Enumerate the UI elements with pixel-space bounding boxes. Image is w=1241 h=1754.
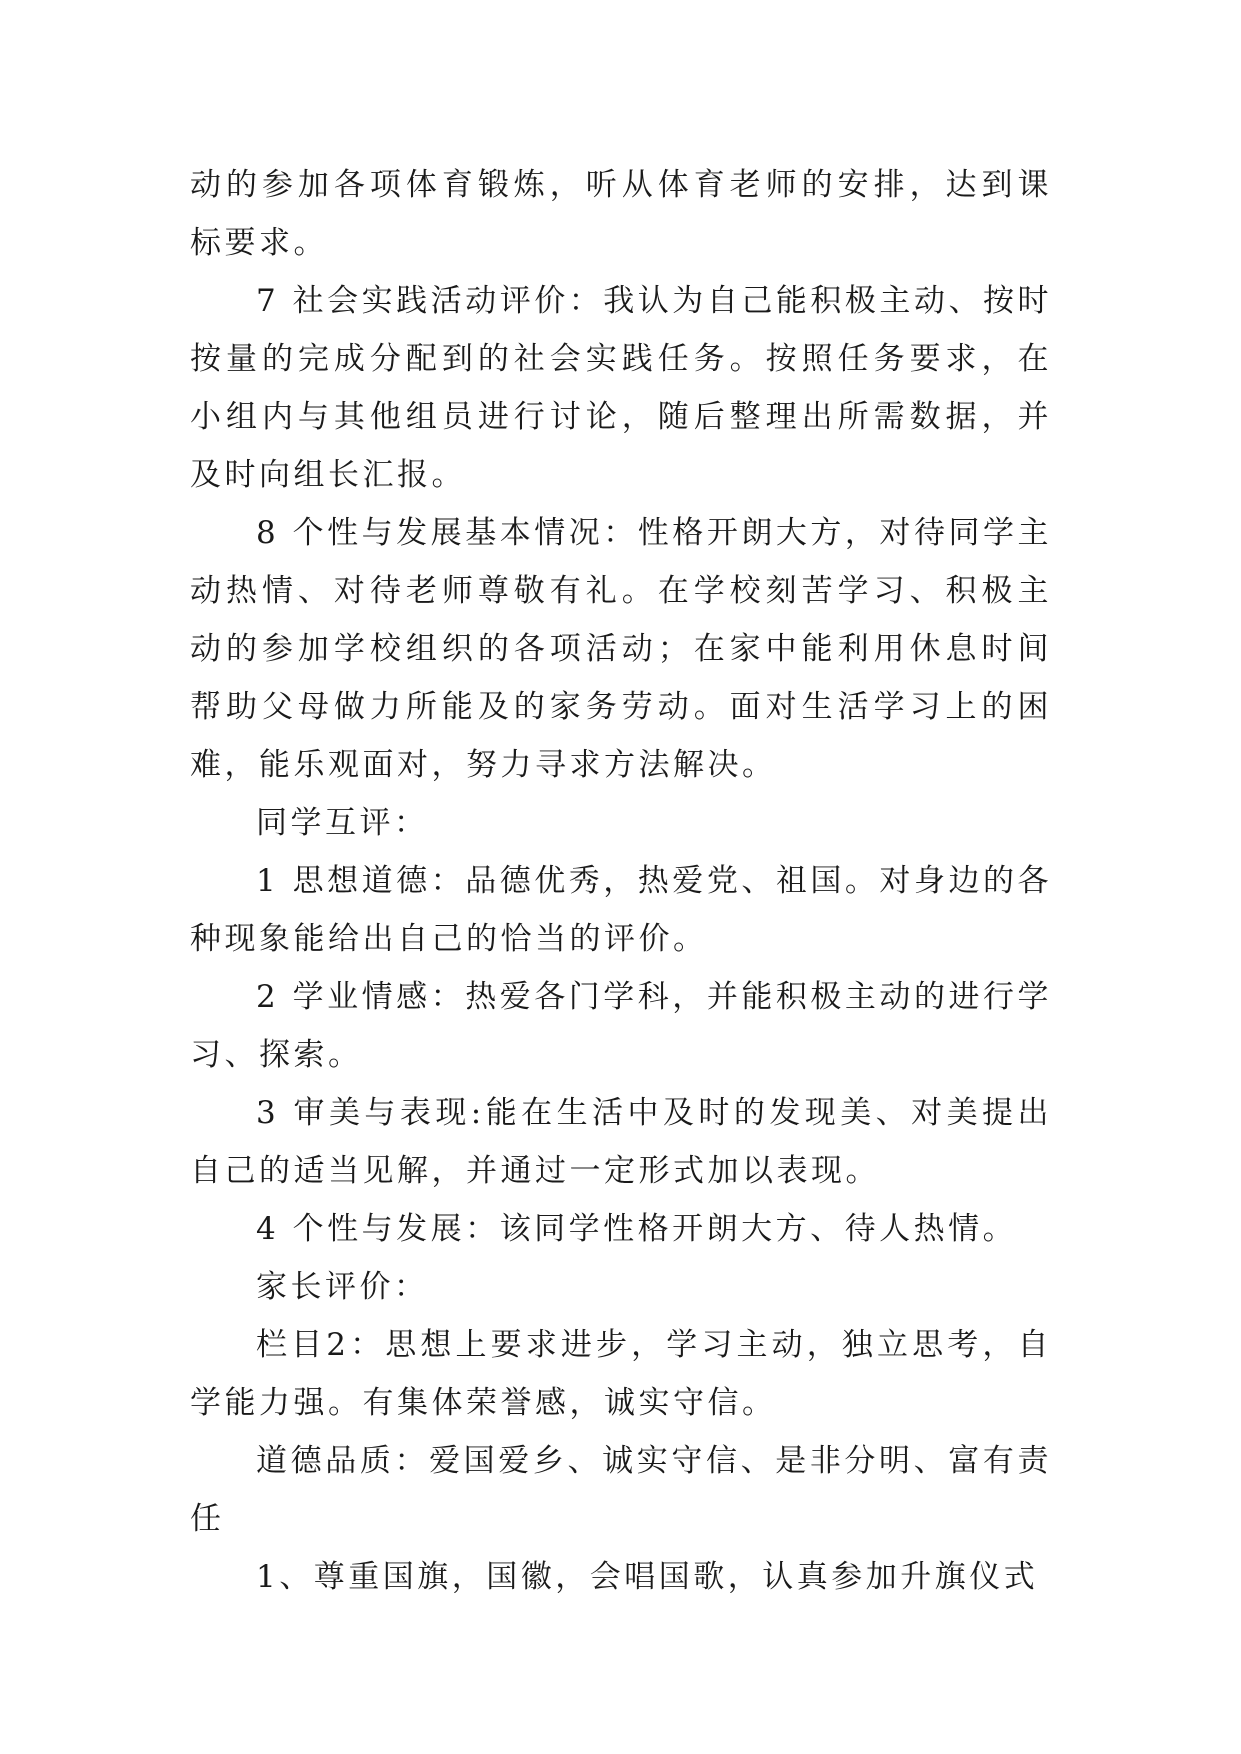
paragraph-peer-moral: 1 思想道德：品德优秀，热爱党、祖国。对身边的各种现象能给出自己的恰当的评价。 <box>190 863 1052 957</box>
paragraph-respect-flag: 1、尊重国旗，国徽，会唱国歌，认真参加升旗仪式 <box>256 1559 1039 1595</box>
document-body <box>190 156 1052 1606</box>
paragraph-peer-aesthetic: 3 审美与表现:能在生活中及时的发现美、对美提出自己的适当见解，并通过一定形式加以表现。 <box>190 1095 1052 1189</box>
heading-peer-review: 同学互评： <box>256 805 429 841</box>
paragraph-parent-column2: 栏目2：思想上要求进步，学习主动，独立思考，自学能力强。有集体荣誉感，诚实守信。 <box>190 1327 1052 1421</box>
paragraph-pe-continuation: 动的参加各项体育锻炼，听从体育老师的安排，达到课标要求。 <box>190 167 1052 261</box>
paragraph-peer-personality: 4 个性与发展：该同学性格开朗大方、待人热情。 <box>256 1211 1018 1247</box>
paragraph-personality-development: 8 个性与发展基本情况：性格开朗大方，对待同学主动热情、对待老师尊敬有礼。在学校刻苦学习、积极主动的参加学校组织的各项活动；在家中能利用休息时间帮助父母做力所能及的家务劳动。面对生活学习上的困难，能乐观面对，努力寻求方法解决。 <box>190 515 1052 783</box>
paragraph-moral-quality: 道德品质：爱国爱乡、诚实守信、是非分明、富有责任 <box>190 1443 1052 1537</box>
heading-parent-review: 家长评价： <box>256 1269 429 1305</box>
paragraph-social-practice: 7 社会实践活动评价：我认为自己能积极主动、按时按量的完成分配到的社会实践任务。按照任务要求，在小组内与其他组员进行讨论，随后整理出所需数据，并及时向组长汇报。 <box>190 283 1052 493</box>
paragraph-peer-academic: 2 学业情感：热爱各门学科，并能积极主动的进行学习、探索。 <box>190 979 1052 1073</box>
